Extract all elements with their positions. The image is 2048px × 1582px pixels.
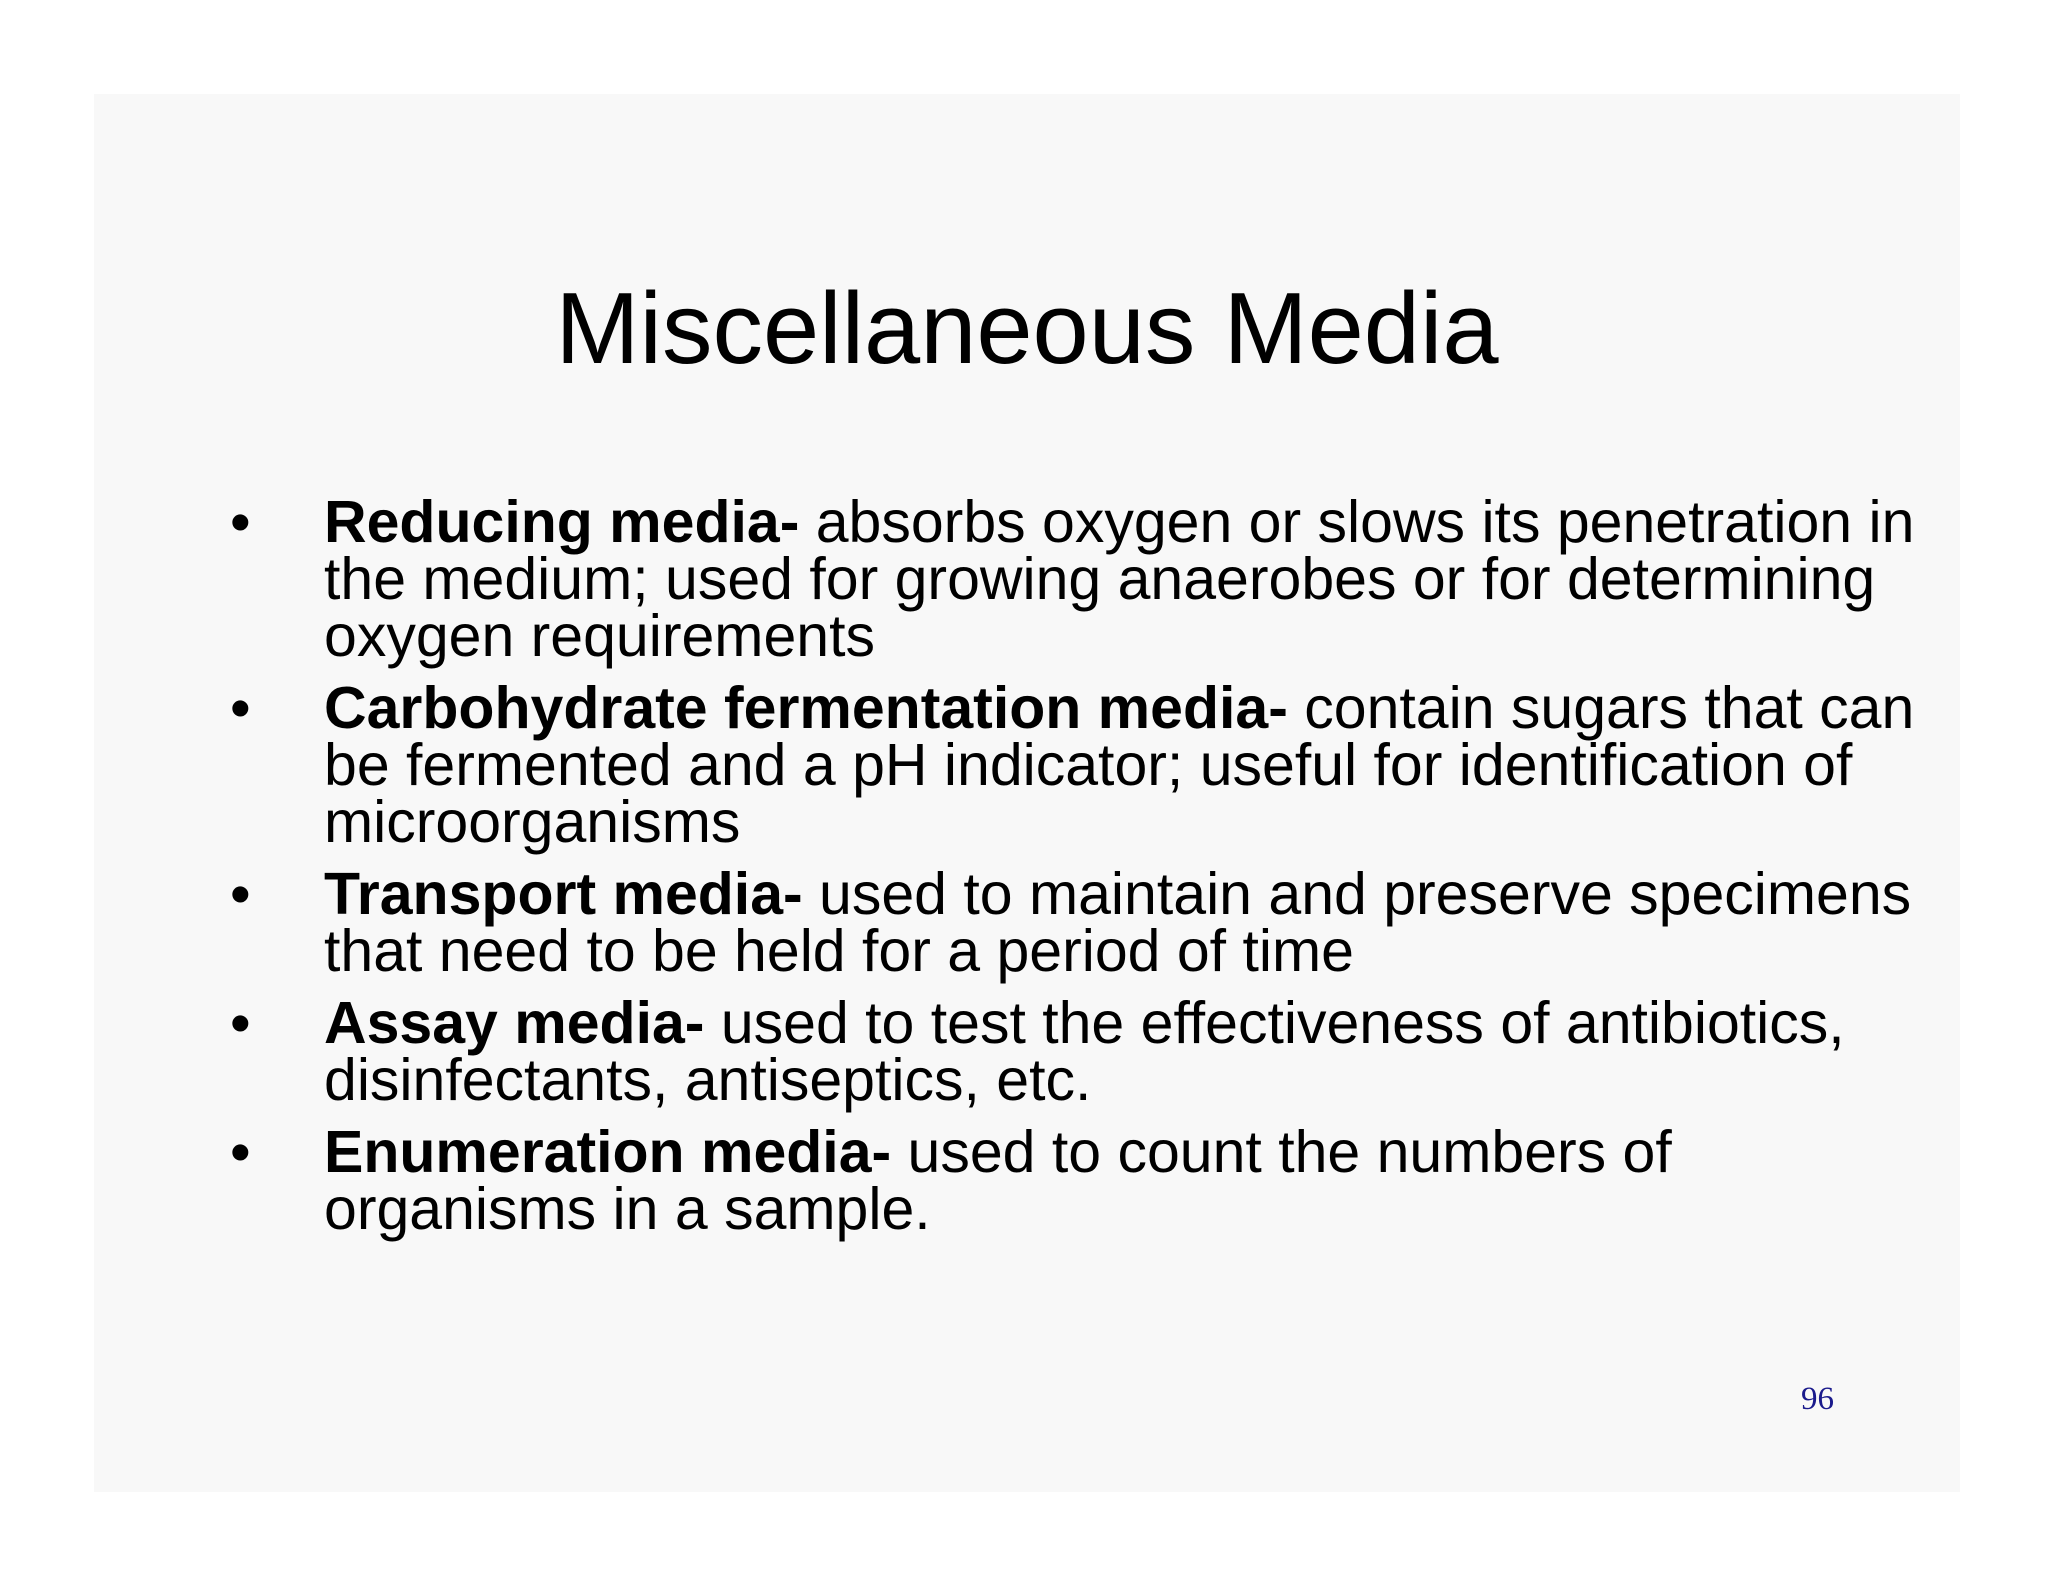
page-number: 96 xyxy=(1801,1381,1834,1417)
bullet-description: contain sugars that can be fermented and a pH indicator; useful for identification of microorganisms xyxy=(324,675,1915,855)
slide-title: Miscellaneous Media xyxy=(555,273,1499,385)
bullet-description: absorbs oxygen or slows its penetration in the medium; used for growing anaerobes or for determining oxygen requirements xyxy=(324,489,1915,669)
bullet-description: used to maintain and preserve specimens that need to be held for a period of time xyxy=(324,861,1912,984)
bullet-term: Carbohydrate fermentation media- xyxy=(324,675,1288,741)
bullet-icon: • xyxy=(230,675,251,741)
bullet-icon: • xyxy=(230,489,251,555)
bullet-icon: • xyxy=(230,861,251,927)
bullet-term: Enumeration media- xyxy=(324,1119,892,1185)
bullet-icon: • xyxy=(230,1119,251,1185)
bullet-item-assay-media xyxy=(230,990,1930,1113)
bullet-term: Reducing media- xyxy=(324,489,800,555)
bullet-term: Transport media- xyxy=(324,861,803,927)
bullet-icon: • xyxy=(230,990,251,1056)
bullet-list xyxy=(230,489,1930,1253)
bullet-term: Assay media- xyxy=(324,990,705,1056)
bullet-item-reducing-media xyxy=(230,489,1930,669)
bullet-description: used to test the effectiveness of antibiotics, disinfectants, antiseptics, etc. xyxy=(324,990,1845,1113)
bullet-item-carbohydrate-fermentation-media xyxy=(230,675,1930,855)
bullet-description: used to count the numbers of organisms in a sample. xyxy=(324,1119,1672,1242)
bullet-item-enumeration-media xyxy=(230,1119,1930,1242)
slide xyxy=(94,94,1960,1492)
bullet-item-transport-media xyxy=(230,861,1930,984)
